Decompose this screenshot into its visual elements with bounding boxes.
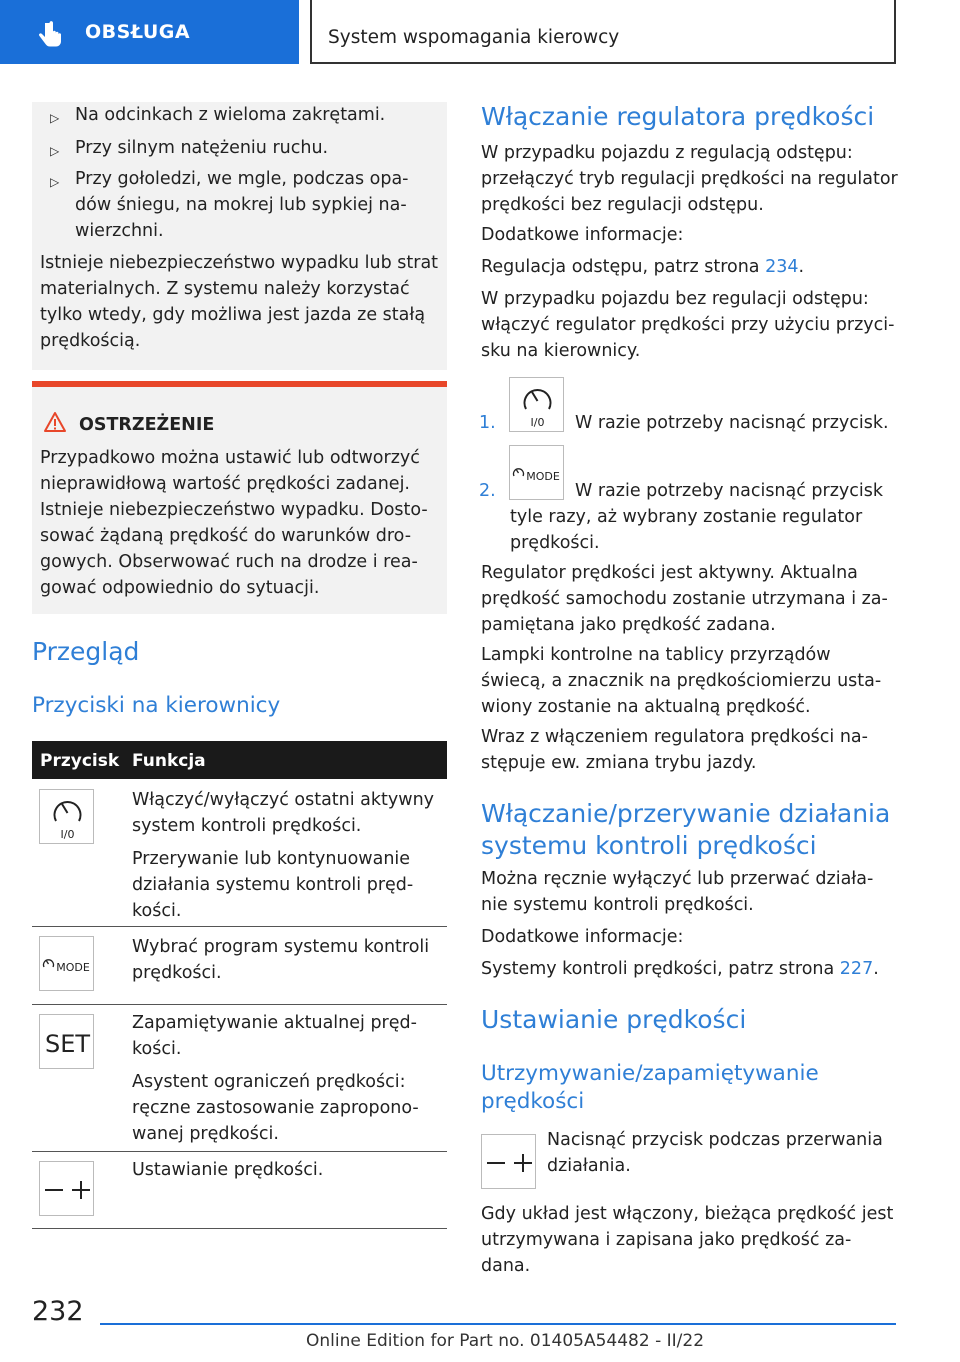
risk-text-line: Istnieje niebezpieczeństwo wypadku lub strat — [40, 253, 439, 273]
column-header-button: Przycisk — [40, 751, 120, 771]
table-divider — [32, 1004, 447, 1005]
step-number: 2. — [479, 481, 496, 501]
minus-plus-button-icon — [481, 1134, 536, 1189]
triangle-bullet-icon: ▷ — [50, 175, 60, 189]
section-tab[interactable] — [0, 0, 299, 64]
triangle-bullet-icon: ▷ — [50, 144, 60, 158]
mode-button-icon — [509, 445, 564, 500]
paragraph: Wraz z włączeniem regulatora prędkości na- stępuje ew. zmiana trybu jazdy. — [481, 727, 868, 773]
extra-info-label: Dodatkowe informacje: — [481, 225, 684, 245]
section-tab-label: OBSŁUGA — [85, 21, 191, 43]
table-divider — [32, 1228, 447, 1229]
warning-box — [32, 381, 447, 614]
triangle-bullet-icon: ▷ — [50, 111, 60, 125]
paragraph: Gdy układ jest włączony, bieżąca prędkość jest utrzymywana i zapisana jako prędkość za- dana. — [481, 1204, 894, 1276]
io-button-icon — [509, 377, 564, 432]
overview-heading: Przegląd — [32, 637, 140, 666]
extra-info-label: Dodatkowe informacje: — [481, 927, 684, 947]
table-divider — [32, 926, 447, 927]
table-row: Wybrać program systemu kontroli prędkości. — [132, 937, 430, 983]
risk-text-line: prędkością. — [40, 331, 141, 351]
cross-reference: Regulacja odstępu, patrz strona 234. — [481, 257, 805, 277]
table-header — [32, 741, 447, 779]
paragraph: W przypadku pojazdu z regulacją odstępu: przełączyć tryb regulacji prędkości na regulator prędkości bez regulacji odstępu. — [481, 143, 898, 215]
page-number: 232 — [32, 1296, 84, 1327]
step-text: W razie potrzeby nacisnąć przycisk. — [575, 413, 889, 433]
paragraph: W przypadku pojazdu bez regulacji odstępu: włączyć regulator prędkości przy użyciu przyci- sku na kierownicy. — [481, 289, 895, 361]
warning-triangle-icon — [43, 411, 67, 433]
set-speed-heading: Ustawianie prędkości — [481, 1005, 747, 1034]
step-text: tyle razy, aż wybrany zostanie regulator prędkości. — [510, 507, 863, 553]
mode-button-label: MODE — [56, 961, 90, 974]
svg-text:I/0: I/0 — [530, 416, 545, 429]
table-row: Włączyć/wyłączyć ostatni aktywny system kontroli prędkości. Przerywanie lub kontynuowanie działania systemu kontroli pręd- kości. — [132, 790, 435, 921]
cross-reference: Systemy kontroli prędkości, patrz strona 227. — [481, 959, 879, 979]
interrupt-heading: Włączanie/przerywanie działania systemu kontroli prędkości — [481, 799, 891, 860]
warning-title: OSTRZEŻENIE — [79, 415, 215, 435]
paragraph: Można ręcznie wyłączyć lub przerwać działa- nie systemu kontroli prędkości. — [481, 869, 874, 915]
page-link-227[interactable]: 227 — [839, 959, 874, 979]
table-divider — [32, 1151, 447, 1152]
table-row: Ustawianie prędkości. — [132, 1160, 324, 1180]
steering-buttons-heading: Przyciski na kierownicy — [32, 693, 281, 718]
step-text: W razie potrzeby nacisnąć przycisk — [575, 481, 884, 501]
hold-speed-heading: Utrzymywanie/zapamiętywanie prędkości — [481, 1061, 819, 1114]
paragraph: Nacisnąć przycisk podczas przerwania działania. — [547, 1130, 883, 1176]
risk-text-line: materialnych. Z systemu należy korzystać — [40, 279, 410, 299]
paragraph: Regulator prędkości jest aktywny. Aktualna prędkość samochodu zostanie utrzymana i za- pamiętana jako prędkość zadana. — [481, 563, 888, 635]
column-header-function: Funkcja — [132, 751, 206, 771]
minus-plus-button-icon — [39, 1161, 94, 1216]
io-button-icon — [39, 789, 94, 844]
table-row: Zapamiętywanie aktualnej pręd- kości. Asystent ograniczeń prędkości: ręczne zastosowanie zapropono- wanej prędkości. — [132, 1013, 419, 1144]
warning-body: Przypadkowo można ustawić lub odtworzyć nieprawidłową wartość prędkości zadanej. Istnieje niebezpieczeństwo wypadku. Dosto- sować żądaną prędkość do warunków dro- gowych. Obserwować ruch na drodze i rea- gować odpowiednio do sytuacji. — [40, 448, 428, 598]
chapter-header — [310, 0, 896, 64]
enable-cruise-heading: Włączanie regulatora prędkości — [481, 102, 875, 131]
chapter-title: System wspomagania kierowcy — [328, 27, 620, 48]
step-number: 1. — [479, 413, 496, 433]
risk-text-line: tylko wtedy, gdy możliwa jest jazda ze stałą — [40, 305, 426, 325]
set-button-icon — [39, 1014, 94, 1069]
page-link-234[interactable]: 234 — [765, 257, 799, 277]
footer-rule — [100, 1323, 896, 1325]
svg-text:MODE: MODE — [526, 470, 560, 483]
hand-pointer-icon — [36, 20, 66, 50]
edition-note: Online Edition for Part no. 01405A54482 - II/22 — [306, 1331, 705, 1351]
mode-button-icon — [39, 936, 94, 991]
paragraph: Lampki kontrolne na tablicy przyrządów świecą, a znacznik na prędkościomierzu usta- wiony zostanie na aktualną prędkość. — [481, 645, 882, 717]
io-button-label: I/0 — [60, 828, 75, 841]
set-button-label: SET — [44, 1030, 91, 1058]
